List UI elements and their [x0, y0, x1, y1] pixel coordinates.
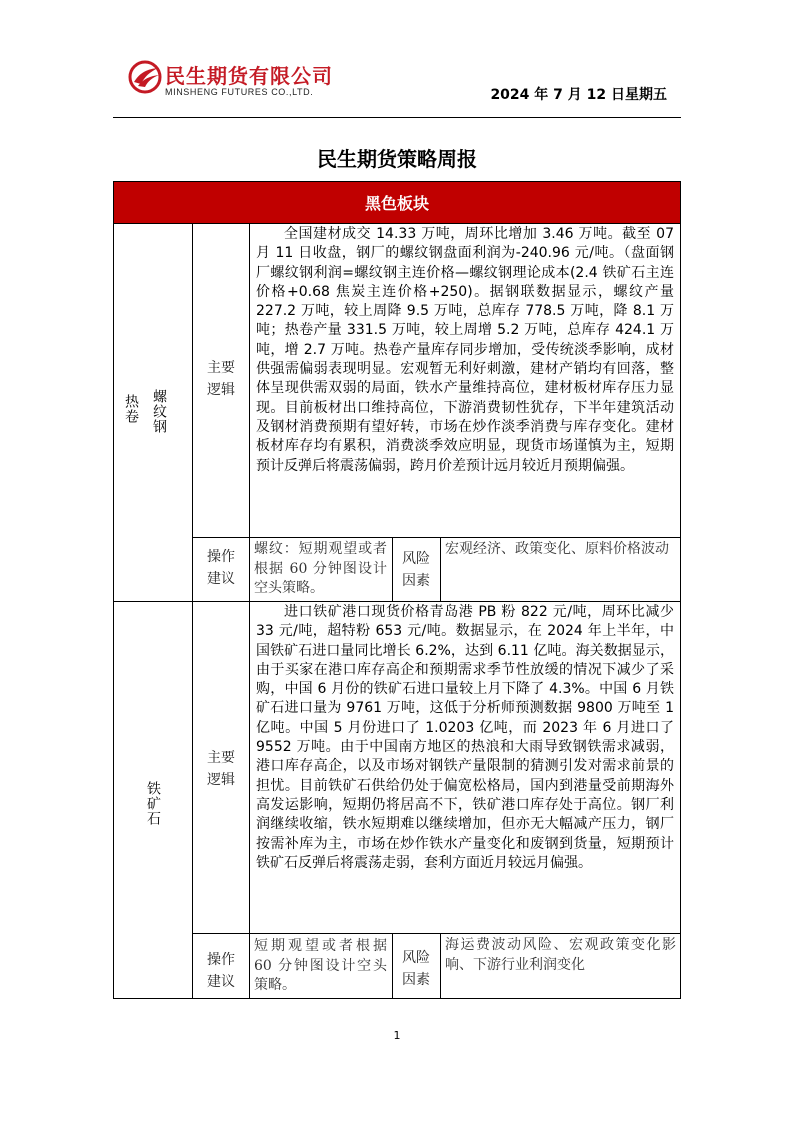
col-divider-risk-label-2 — [392, 933, 393, 999]
minsheng-logo-icon — [128, 60, 162, 94]
col-divider-risk-text-2 — [440, 933, 441, 999]
product-label-rebar: 螺纹钢 — [151, 389, 167, 434]
op-text-iron-ore: 短期观望或者根据 60 分钟图设计空头策略。 — [254, 938, 387, 993]
risk-text-rebar: 宏观经济、政策变化、原料价格波动 — [445, 541, 669, 557]
col-divider-risk-label — [392, 537, 393, 601]
company-name-en: MINSHENG FUTURES CO.,LTD. — [165, 87, 314, 97]
risk-label: 风险因素 — [402, 950, 430, 988]
risk-label: 风险因素 — [402, 551, 430, 589]
op-text-rebar: 螺纹：短期观望或者根据 60 分钟图设计空头策略。 — [254, 541, 387, 596]
row-divider-op-1 — [192, 537, 681, 538]
logic-label: 主要逻辑 — [207, 750, 235, 788]
op-label: 操作建议 — [207, 549, 235, 587]
header-divider — [113, 117, 681, 118]
col-divider-risk-text — [440, 537, 441, 601]
page-number: 1 — [393, 1029, 401, 1042]
report-date: 2024 年 7 月 12 日星期五 — [490, 87, 667, 103]
logic-text-iron-ore: 进口铁矿港口现货价格青岛港 PB 粉 822 元/吨，周环比减少 33 元/吨，超特粉 653 元/吨。数据显示，在 2024 年上半年，中国铁矿石进口量同比增长 6.2%，达到 6.11 亿吨。海关数据显示，由于买家在港口库存高企和预期需求季节性放缓的情况下减少了采购，中国 6 月份的铁矿石进口量较上月下降了 4.3%。中国 6 月铁矿石进口量为 9761 万吨，这低于分析师预测数据 9800 万吨至 1 亿吨。中国 5 月份进口了 1.0203 亿吨，而 2023 年 6 月进口了 9552 万吨。由于中国南方地区的热浪和大雨导致钢铁需求减弱，港口库存高企，以及市场对钢铁产量限制的猜测引发对需求前景的担忧。目前铁矿石供给仍处于偏宽松格局，国内到港量受前期海外高发运影响，短期仍将居高不下，铁矿港口库存处于高位。钢厂利润继续收缩，铁水短期难以继续增加，但亦无大幅减产压力，钢厂按需补库为主，市场在炒作铁水产量变化和废钢到货量，短期预计铁矿石反弹后将震荡走弱，套利方面近月较远月偏强。 — [256, 604, 674, 871]
group-label-hot-coil: 热卷 — [123, 394, 139, 424]
row-divider-products — [113, 601, 681, 602]
company-name-cn: 民生期货有限公司 — [165, 64, 333, 88]
logic-text-rebar: 全国建材成交 14.33 万吨，周环比增加 3.46 万吨。截至 07 月 11 日收盘，钢厂的螺纹钢盘面利润为-240.96 元/吨。（盘面钢厂螺纹钢利润=螺纹钢主连价格—螺纹钢理论成本(2.4 铁矿石主连价格+0.68 焦炭主连价格+250)。据钢联数据显示，螺纹产量 227.2 万吨，较上周降 9.5 万吨，总库存 778.5 万吨，降 8.1 万吨；热卷产量 331.5 万吨，较上周增 5.2 万吨，总库存 424.1 万吨，增 2.7 万吨。热卷产量库存同步增加，受传统淡季影响，成材供强需偏弱表现明显。宏观暂无利好刺激，建材产销均有回落，整体呈现供需双弱的局面，铁水产量维持高位，建材板材库存压力显现。目前板材出口维持高位，下游消费韧性犹存，下半年建筑活动及钢材消费预期有望好转，市场在炒作淡季消费与库存变化。建材板材库存均有累积，消费淡季效应明显，现货市场谨慎为主，短期预计反弹后将震荡偏弱，跨月价差预计远月较近月预期偏强。 — [256, 226, 674, 474]
col-divider-product — [192, 223, 193, 999]
product-label-iron-ore: 铁矿石 — [145, 781, 161, 826]
op-label: 操作建议 — [207, 952, 235, 990]
section-header: 黑色板块 — [113, 181, 681, 223]
document-title: 民生期货策略周报 — [317, 147, 477, 171]
risk-text-iron-ore: 海运费波动风险、宏观政策变化影响、下游行业利润变化 — [445, 937, 676, 973]
company-logo — [128, 60, 368, 102]
col-divider-label — [249, 223, 250, 999]
logic-label: 主要逻辑 — [207, 360, 235, 398]
row-divider-op-2 — [192, 933, 681, 934]
